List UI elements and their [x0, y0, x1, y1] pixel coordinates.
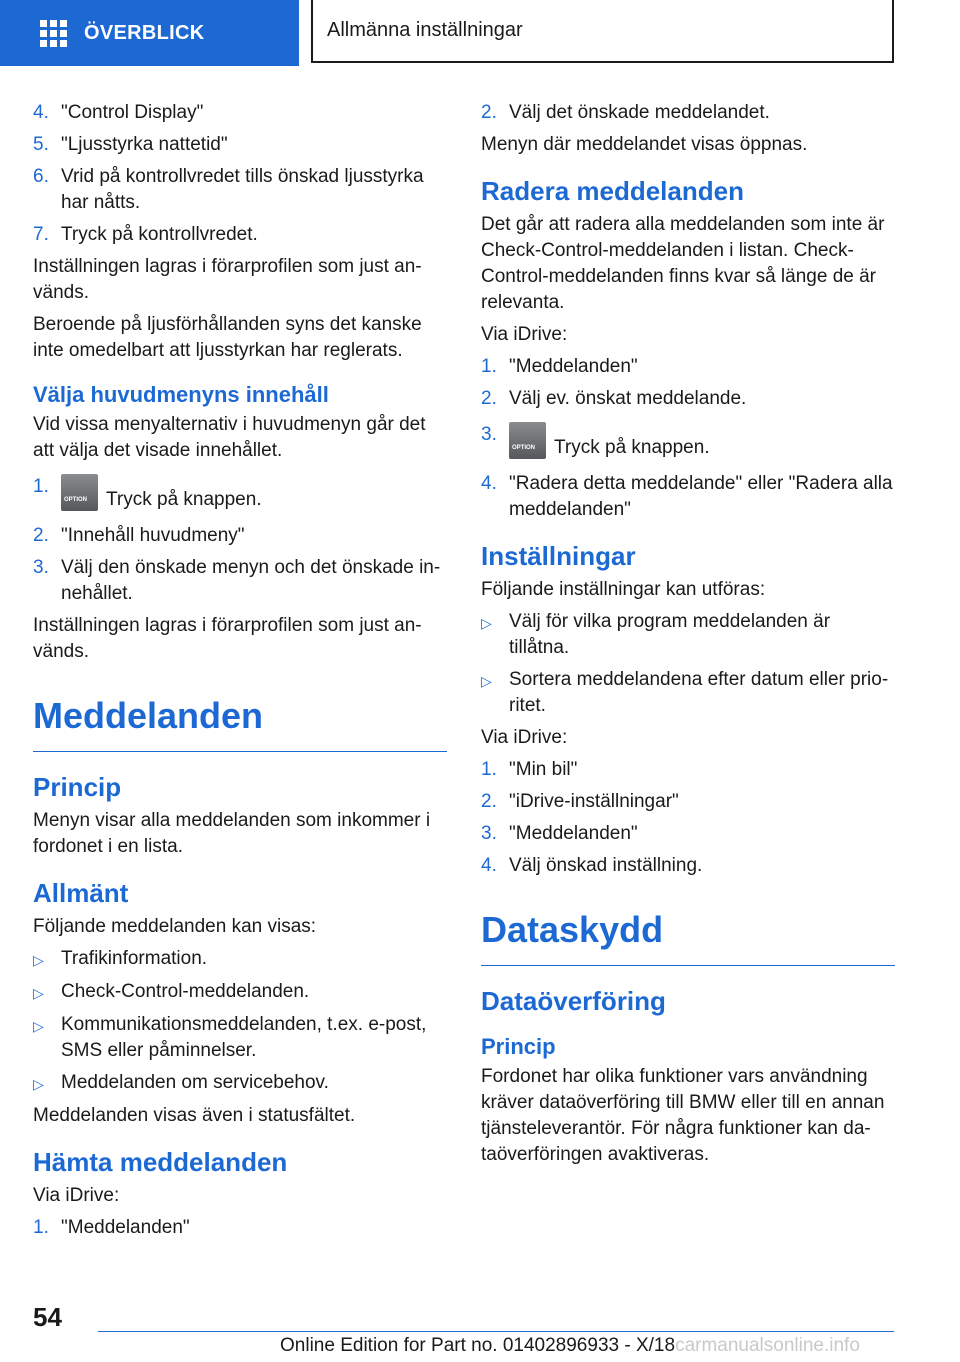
list-item: 5. "Ljusstyrka nattetid" — [33, 134, 228, 155]
triangle-bullet-icon: ▷ — [33, 1018, 44, 1034]
paragraph: Beroende på ljusförhållanden syns det kanske inte omedelbart att ljusstyrkan har reglerats. — [33, 314, 422, 361]
triangle-bullet-icon: ▷ — [481, 615, 492, 631]
heading-princip: Princip — [481, 1034, 556, 1059]
right-column — [481, 100, 895, 1174]
heading-valja-huvudmeny: Välja huvudmenyns innehåll — [33, 382, 329, 407]
paragraph: Menyn där meddelandet visas öppnas. — [481, 134, 808, 155]
list-item: 2. Välj ev. önskat meddelande. — [481, 388, 747, 409]
heading-princip: Princip — [33, 772, 122, 802]
list-item: 1. "Min bil" — [481, 759, 578, 780]
paragraph: Via iDrive: — [481, 324, 568, 345]
paragraph: Följande inställningar kan utföras: — [481, 579, 766, 600]
triangle-bullet-icon: ▷ — [33, 985, 44, 1001]
paragraph: Inställningen lagras i förarprofilen som just an‐vänds. — [33, 615, 422, 662]
bullet-item: ▷ Meddelanden om servicebehov. — [33, 1070, 447, 1097]
bullet-item: ▷ Trafikinformation. — [33, 946, 447, 973]
paragraph: Fordonet har olika funktioner vars användning kräver dataöverföring till BMW eller till en annan tjänsteleverantör. För några funktioner kan da‐taöverföringen avaktiveras. — [481, 1066, 885, 1165]
bullet-item: ▷ Check-Control-meddelanden. — [33, 979, 447, 1006]
list-item: 3. Välj den önskade menyn och det önskade in‐nehållet. — [33, 557, 441, 604]
option-button-icon — [61, 474, 98, 511]
triangle-bullet-icon: ▷ — [33, 952, 44, 968]
heading-allmant: Allmänt — [33, 878, 129, 908]
section-title-tab[interactable] — [311, 0, 894, 63]
paragraph: Via iDrive: — [33, 1185, 120, 1206]
paragraph: Inställningen lagras i förarprofilen som just an‐vänds. — [33, 256, 422, 303]
heading-dataoverforing: Dataöverföring — [481, 986, 666, 1016]
list-item: 2. "Innehåll huvudmeny" — [33, 525, 245, 546]
list-item: 1. OPTIONTryck på knappen. — [33, 474, 447, 513]
heading-hamta: Hämta meddelanden — [33, 1147, 288, 1177]
bullet-item: ▷ Välj för vilka program meddelanden är tillåtna. — [481, 609, 895, 661]
list-item: 1. "Meddelanden" — [33, 1217, 190, 1238]
paragraph: Menyn visar alla meddelanden som inkommer i fordonet i en lista. — [33, 810, 431, 857]
left-column — [33, 100, 447, 1247]
list-item: 4. "Control Display" — [33, 102, 204, 123]
list-item: 6. Vrid på kontrollvredet tills önskad ljusstyrka har nåtts. — [33, 166, 424, 213]
option-button-icon — [509, 422, 546, 459]
list-item: 4. Välj önskad inställning. — [481, 855, 703, 876]
triangle-bullet-icon: ▷ — [481, 673, 492, 689]
list-item: 3. "Meddelanden" — [481, 823, 638, 844]
bullet-item: ▷ Sortera meddelandena efter datum eller prio‐ritet. — [481, 667, 895, 719]
paragraph: Det går att radera alla meddelanden som inte är Check-Control-meddelanden i listan. Check-Control-meddelanden finns kvar så länge de är relevanta. — [481, 214, 885, 313]
list-item: 4. "Radera detta meddelande" eller "Radera alla meddelanden" — [481, 473, 893, 520]
list-item: 3. OPTIONTryck på knappen. — [481, 422, 895, 461]
triangle-bullet-icon: ▷ — [33, 1076, 44, 1092]
paragraph: Meddelanden visas även i statusfältet. — [33, 1105, 356, 1126]
heading-meddelanden: Meddelanden — [33, 695, 447, 752]
overview-tab[interactable] — [0, 0, 299, 66]
heading-radera: Radera meddelanden — [481, 176, 744, 206]
bullet-item: ▷ Kommunikationsmeddelanden, t.ex. e-post, SMS eller påminnelser. — [33, 1012, 447, 1064]
list-item: 2. Välj det önskade meddelandet. — [481, 102, 770, 123]
watermark: carmanualsonline.info — [675, 1335, 860, 1356]
section-title: Allmänna inställningar — [327, 19, 523, 41]
footer-edition — [280, 1335, 860, 1357]
overview-label: ÖVERBLICK — [84, 21, 205, 44]
page-number: 54 — [33, 1302, 62, 1332]
list-item: 1. "Meddelanden" — [481, 356, 638, 377]
list-item: 2. "iDrive-inställningar" — [481, 791, 679, 812]
edition-text: Online Edition for Part no. 01402896933 - X/18 — [280, 1335, 676, 1356]
paragraph: Vid vissa menyalternativ i huvudmenyn går det att välja det visade innehållet. — [33, 414, 426, 461]
list-item: 7. Tryck på kontrollvredet. — [33, 224, 258, 245]
grid-icon — [40, 20, 67, 47]
heading-installningar: Inställningar — [481, 541, 636, 571]
paragraph: Via iDrive: — [481, 727, 568, 748]
footer-divider — [98, 1331, 894, 1332]
paragraph: Följande meddelanden kan visas: — [33, 916, 317, 937]
heading-dataskydd: Dataskydd — [481, 909, 895, 966]
